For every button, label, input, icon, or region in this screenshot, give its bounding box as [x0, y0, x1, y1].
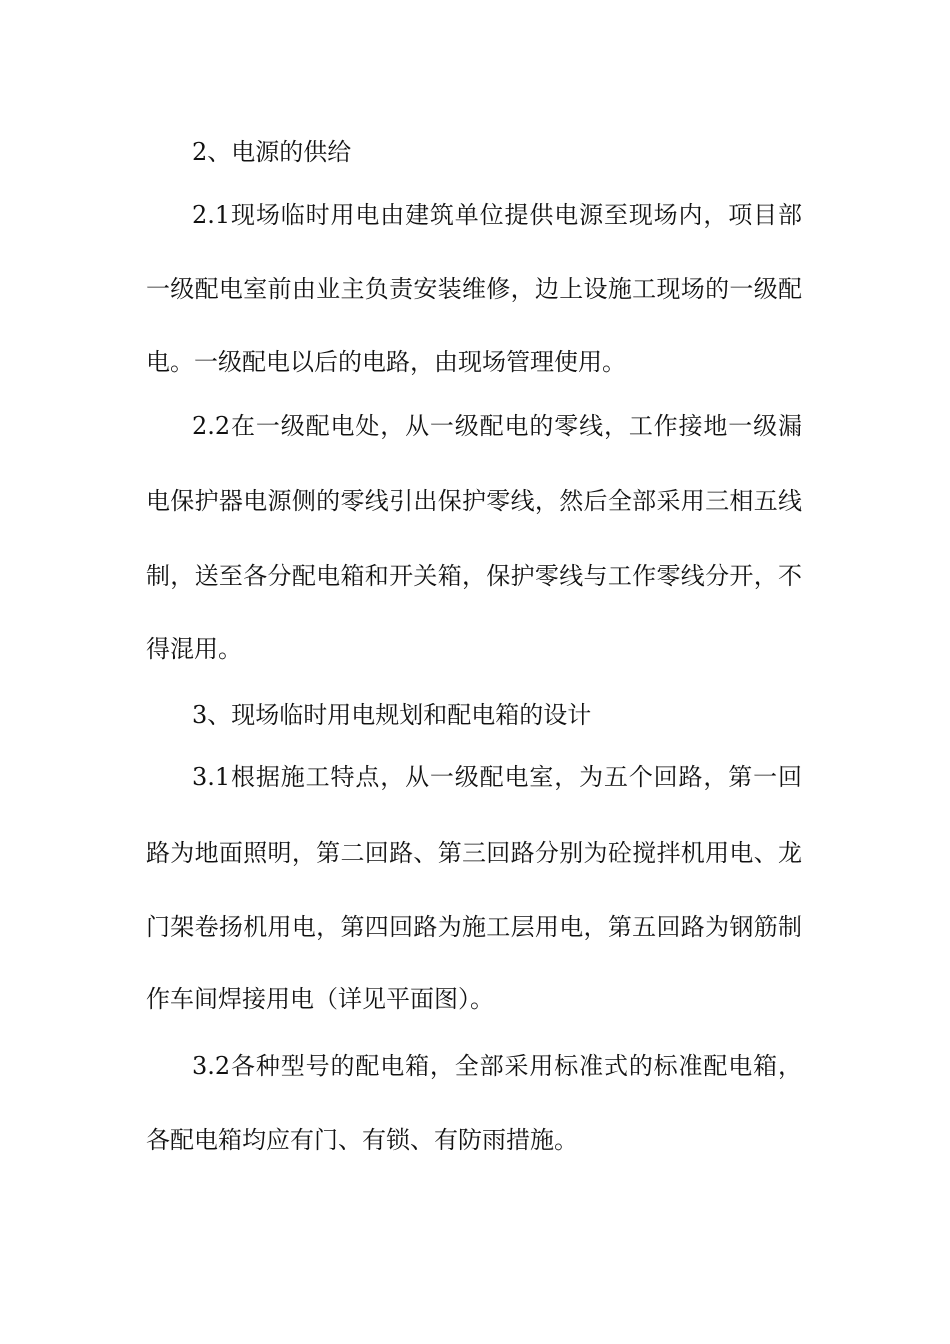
paragraph-3-1-line-2: 路为地面照明，第二回路、第三回路分别为砼搅拌机用电、龙	[146, 839, 802, 867]
heading-planning-design: 3、现场临时用电规划和配电箱的设计	[192, 701, 592, 729]
paragraph-2-2-line-3: 制，送至各分配电箱和开关箱，保护零线与工作零线分开，不	[146, 562, 802, 590]
paragraph-3-1-line-1: 3.1根据施工特点，从一级配电室，为五个回路，第一回	[192, 763, 802, 791]
paragraph-2-2-line-2: 电保护器电源侧的零线引出保护零线，然后全部采用三相五线	[146, 487, 802, 515]
paragraph-2-2-line-4: 得混用。	[146, 635, 242, 663]
heading-power-supply: 2、电源的供给	[192, 138, 352, 166]
paragraph-2-2-line-1: 2.2在一级配电处，从一级配电的零线，工作接地一级漏	[192, 412, 802, 440]
paragraph-2-1-line-2: 一级配电室前由业主负责安装维修，边上设施工现场的一级配	[146, 275, 802, 303]
paragraph-3-1-line-4: 作车间焊接用电（详见平面图）。	[146, 985, 494, 1013]
paragraph-3-1-line-3: 门架卷扬机用电，第四回路为施工层用电，第五回路为钢筋制	[146, 913, 802, 941]
paragraph-3-2-line-2: 各配电箱均应有门、有锁、有防雨措施。	[146, 1126, 578, 1154]
paragraph-3-2-line-1: 3.2各种型号的配电箱，全部采用标准式的标准配电箱，	[192, 1052, 802, 1080]
paragraph-2-1-line-1: 2.1现场临时用电由建筑单位提供电源至现场内，项目部	[192, 201, 802, 229]
paragraph-2-1-line-3: 电。一级配电以后的电路，由现场管理使用。	[146, 348, 626, 376]
